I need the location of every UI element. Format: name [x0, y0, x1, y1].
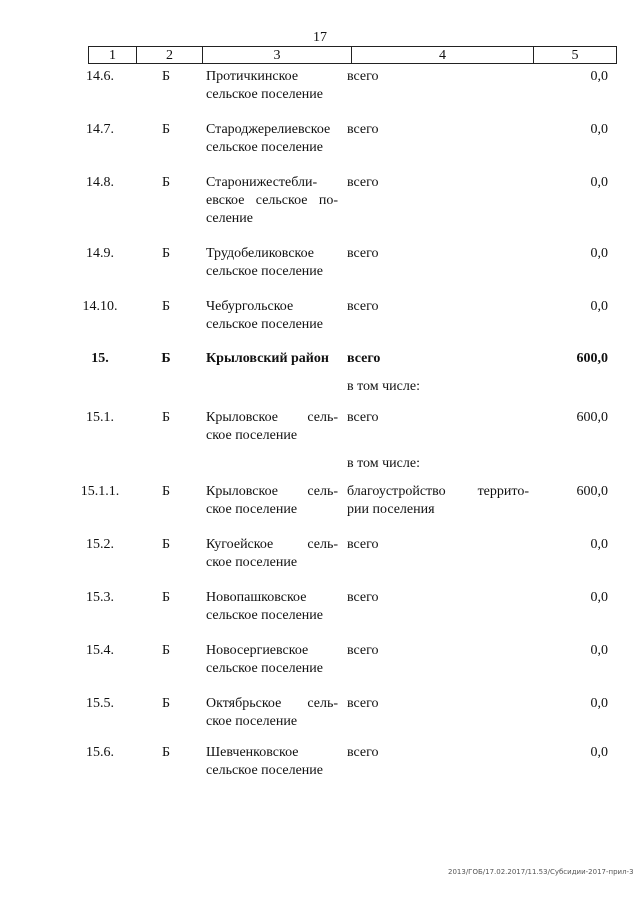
row-amount: 600,0 — [576, 351, 608, 366]
row-purpose: всего — [347, 299, 379, 314]
row-name — [206, 174, 338, 228]
row-category: Б — [161, 484, 171, 499]
row-name-line: Крыловское сель- — [206, 484, 338, 499]
row-amount: 0,0 — [590, 69, 608, 84]
row-category: Б — [161, 745, 171, 760]
row-name-line: Староджерелиевское — [206, 122, 331, 137]
row-name — [206, 695, 338, 731]
row-number: 15.5. — [86, 696, 114, 711]
row-name — [206, 350, 338, 368]
row-number: 14.6. — [86, 69, 114, 84]
row-category: Б — [161, 590, 171, 605]
column-header-1: 1 — [109, 48, 116, 63]
row-name-line: Протичкинское — [206, 69, 299, 84]
row-category: Б — [161, 122, 171, 137]
row-number: 15. — [91, 351, 109, 366]
row-name-line: сельское поселение — [206, 264, 323, 279]
row-purpose: всего — [347, 696, 379, 711]
row-purpose: всего — [347, 122, 379, 137]
row-category: Б — [161, 643, 171, 658]
row-name — [206, 536, 338, 572]
row-purpose: всего — [347, 175, 379, 190]
row-amount: 0,0 — [590, 299, 608, 314]
row-name — [206, 68, 338, 104]
row-name-line: Крыловское сель- — [206, 410, 338, 425]
row-name — [206, 642, 338, 678]
row-category: Б — [161, 351, 171, 366]
row-category: Б — [161, 175, 171, 190]
row-name — [206, 589, 338, 625]
column-header-row — [88, 46, 617, 64]
row-amount: 0,0 — [590, 246, 608, 261]
row-category: Б — [161, 537, 171, 552]
row-name-line: Шевченковское — [206, 745, 299, 760]
column-header-5: 5 — [571, 48, 579, 63]
row-purpose: всего — [347, 246, 379, 261]
row-number: 15.1. — [86, 410, 114, 425]
row-number: 14.9. — [86, 246, 114, 261]
row-name-line: сельское поселение — [206, 87, 323, 102]
row-name-line: селение — [206, 211, 253, 226]
row-number: 14.8. — [86, 175, 114, 190]
page-number: 17 — [313, 30, 327, 45]
row-purpose: всего — [347, 69, 379, 84]
row-name — [206, 744, 338, 780]
row-purpose: всего — [347, 745, 379, 760]
row-amount: 0,0 — [590, 537, 608, 552]
row-category: Б — [161, 246, 171, 261]
row-category: Б — [161, 696, 171, 711]
row-amount: 0,0 — [590, 696, 608, 711]
row-amount: 0,0 — [590, 643, 608, 658]
including-label: в том числе: — [347, 379, 420, 394]
row-name-line: ское поселение — [206, 714, 298, 729]
row-name-line: ское поселение — [206, 555, 298, 570]
row-amount: 600,0 — [576, 410, 608, 425]
row-name-line: сельское поселение — [206, 763, 323, 778]
row-purpose: всего — [347, 410, 379, 425]
row-purpose-line: благоустройство террито- — [347, 484, 529, 499]
column-header-4: 4 — [439, 48, 446, 63]
row-name-line: Крыловский район — [206, 351, 329, 366]
row-name-line: сельское поселение — [206, 661, 323, 676]
row-name-line: Новосергиевское — [206, 643, 309, 658]
row-name — [206, 409, 338, 445]
row-name-line: евское сельское по- — [206, 193, 338, 208]
row-amount: 600,0 — [576, 484, 608, 499]
row-name-line: Старонижестебли- — [206, 175, 318, 190]
row-name-line: сельское поселение — [206, 608, 323, 623]
row-purpose-line: рии поселения — [347, 502, 435, 517]
row-name — [206, 483, 338, 519]
including-label: в том числе: — [347, 456, 420, 471]
column-header-2: 2 — [166, 48, 173, 63]
row-number: 15.3. — [86, 590, 114, 605]
document-footer: 2013/ГОБ/17.02.2017/11.53/Субсидии-2017-прил-3 — [448, 868, 634, 876]
row-name-line: Чебургольское — [206, 299, 294, 314]
row-amount: 0,0 — [590, 175, 608, 190]
row-number: 15.4. — [86, 643, 114, 658]
row-name — [206, 121, 338, 157]
row-category: Б — [161, 410, 171, 425]
row-purpose: всего — [347, 643, 379, 658]
row-purpose: всего — [347, 351, 381, 366]
row-category: Б — [161, 69, 171, 84]
row-number: 14.7. — [86, 122, 114, 137]
row-number: 15.2. — [86, 537, 114, 552]
row-name — [206, 245, 338, 281]
row-purpose: всего — [347, 537, 379, 552]
row-name-line: ское поселение — [206, 428, 298, 443]
row-name-line: ское поселение — [206, 502, 298, 517]
row-purpose — [347, 483, 529, 519]
row-amount: 0,0 — [590, 745, 608, 760]
row-name-line: Новопашковское — [206, 590, 307, 605]
row-amount: 0,0 — [590, 590, 608, 605]
column-header-3: 3 — [273, 48, 281, 63]
row-name-line: сельское поселение — [206, 317, 323, 332]
row-name — [206, 298, 338, 334]
row-purpose: всего — [347, 590, 379, 605]
row-number: 14.10. — [82, 299, 118, 314]
row-amount: 0,0 — [590, 122, 608, 137]
row-name-line: Трудобеликовское — [206, 246, 315, 261]
row-category: Б — [161, 299, 171, 314]
row-name-line: сельское поселение — [206, 140, 323, 155]
row-name-line: Октябрьское сель- — [206, 696, 338, 711]
row-name-line: Кугоейское сель- — [206, 537, 338, 552]
row-number: 15.1.1. — [80, 484, 120, 499]
row-number: 15.6. — [86, 745, 114, 760]
